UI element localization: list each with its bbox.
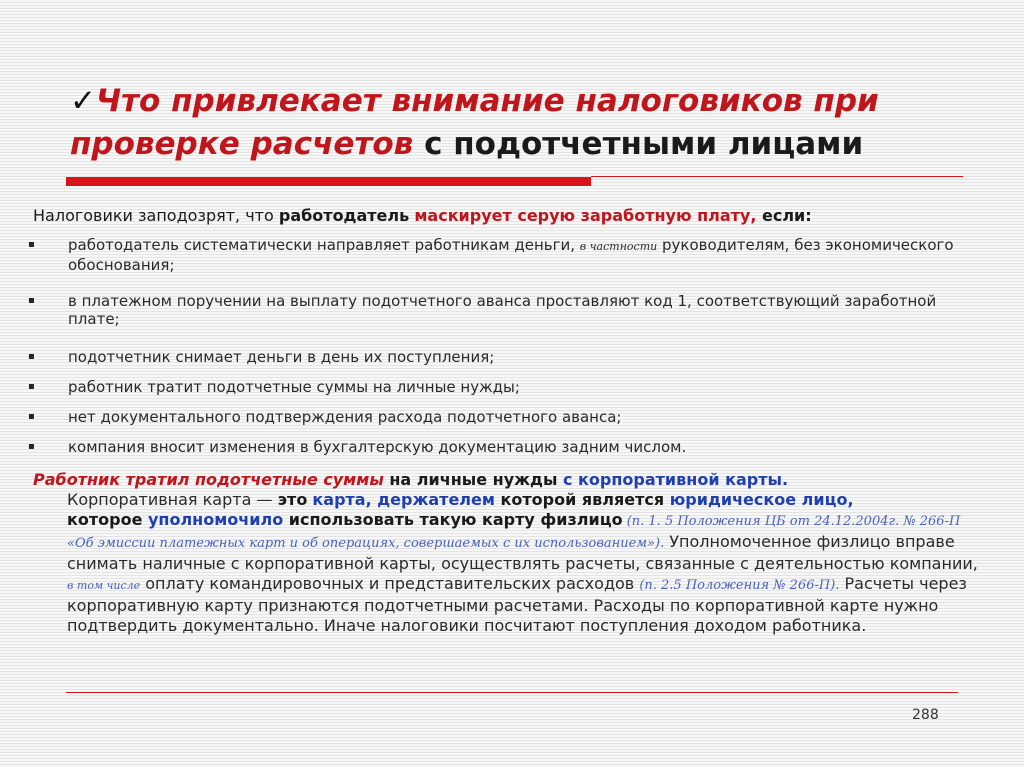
para-italic: в том числе	[67, 579, 141, 592]
para-lead-red: Работник тратил подотчетные суммы	[33, 470, 384, 489]
intro-employer: работодатель	[278, 206, 410, 225]
para-blue: уполномочило	[147, 510, 284, 529]
list-item	[28, 438, 978, 456]
bullet-italic: в частности	[579, 240, 658, 253]
para-reference: (п. 1. 5 Положения ЦБ от 24.12.2004г. № 266-П «Об эмиссии платежных карт и об операциях, совершаемых с их использованием»).	[67, 514, 961, 551]
para-bold: использовать такую карту физлицо	[283, 510, 623, 529]
bullet-icon: ▪	[28, 381, 35, 392]
bullet-icon: ▪	[28, 441, 35, 452]
intro-line	[33, 206, 993, 226]
para-text: Расчеты через корпоративную карту признаются подотчетными расчетами. Расходы по корпоративной карте нужно подтвердить документально. Иначе налоговики посчитают поступления доходом работника.	[67, 574, 967, 635]
para-reference: (п. 2.5 Положения № 266-П).	[639, 578, 840, 593]
bullet-list	[28, 236, 978, 456]
bullet-text: подотчетник снимает деньги в день их поступления;	[68, 348, 495, 366]
slide-title	[70, 80, 970, 166]
list-item	[28, 378, 978, 396]
para-blue: карта, держателем	[312, 490, 495, 509]
para-blue: юридическое лицо,	[669, 490, 854, 509]
intro-if: если:	[756, 206, 812, 225]
para-bold: это	[277, 490, 308, 509]
para-bold: которое	[67, 510, 148, 529]
para-body	[33, 490, 983, 636]
para-bold: которой является	[494, 490, 670, 509]
list-item	[28, 236, 978, 274]
bullet-text: руководителям, без экономического обоснования;	[68, 236, 954, 274]
bullet-text: компания вносит изменения в бухгалтерскую документацию задним числом.	[68, 438, 687, 456]
bullet-text: работник тратит подотчетные суммы на личные нужды;	[68, 378, 520, 396]
para-text: Корпоративная карта —	[67, 490, 278, 509]
checkmark-icon: ✓	[70, 83, 96, 119]
bullet-text: в платежном поручении на выплату подотчетного аванса проставляют код 1, соответствующий заработной плате;	[68, 292, 937, 328]
bullet-icon: ▪	[28, 351, 35, 362]
list-item	[28, 348, 978, 366]
para-text: оплату командировочных и представительских расходов	[140, 574, 640, 593]
list-item	[28, 408, 978, 426]
bullet-text: работодатель систематически направляет работникам деньги,	[68, 236, 580, 254]
para-bold: на личные нужды	[383, 470, 563, 489]
para-blue: с корпоративной карты.	[563, 470, 789, 489]
corporate-card-paragraph	[33, 470, 983, 636]
list-item	[28, 292, 978, 328]
intro-masks: маскирует серую заработную плату,	[414, 206, 757, 225]
footer-divider	[66, 692, 958, 693]
bullet-icon: ▪	[28, 411, 35, 422]
title-underline-bar	[66, 177, 591, 186]
title-red-part: Что привлекает внимание налоговиков при проверке расчетов	[70, 83, 879, 162]
bullet-icon: ▪	[28, 295, 35, 306]
page-number: 288	[912, 707, 939, 723]
bullet-text: нет документального подтверждения расхода подотчетного аванса;	[68, 408, 622, 426]
para-text: Уполномоченное физлицо вправе снимать наличные с корпоративной карты, осуществлять расчеты, связанные с деятельностью компании,	[67, 532, 978, 573]
bullet-icon: ▪	[28, 239, 35, 250]
title-dark-part: с подотчетными лицами	[413, 126, 864, 162]
intro-text: Налоговики заподозрят, что	[33, 206, 279, 225]
title-underline-thin	[591, 176, 963, 177]
